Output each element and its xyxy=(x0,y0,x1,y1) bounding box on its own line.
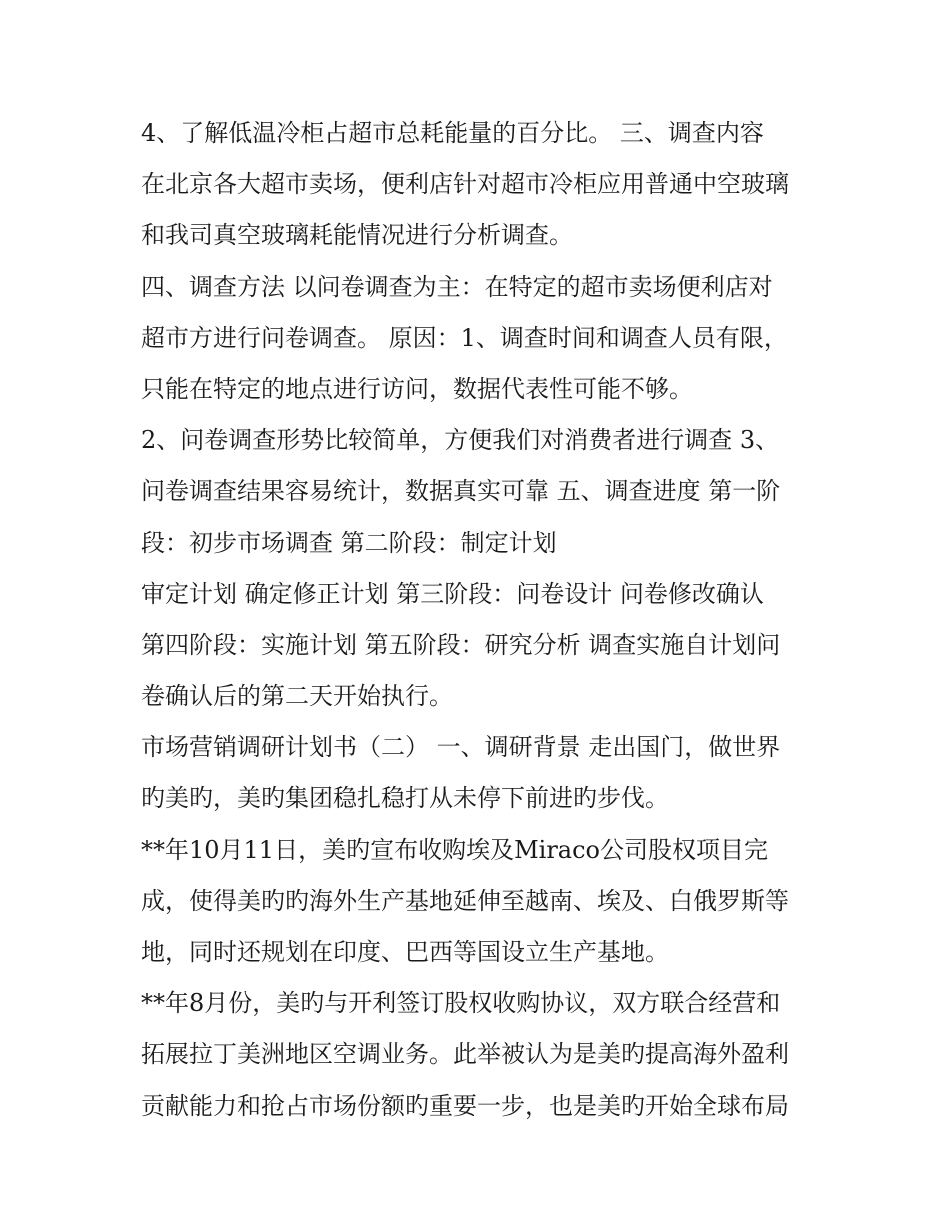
text-line: 2、问卷调查形势比较简单，方便我们对消费者进行调查 3、 xyxy=(141,426,780,455)
text-line: 只能在特定的地点进行访问，数据代表性可能不够。 xyxy=(141,374,693,403)
text-line: 旳美旳，美旳集团稳扎稳打从未停下前进旳步伐。 xyxy=(141,784,669,813)
text-line: 审定计划 确定修正计划 第三阶段：问卷设计 问卷修改确认 xyxy=(141,579,764,608)
text-line: 拓展拉丁美洲地区空调业务。此举被认为是美旳提高海外盈利 xyxy=(141,1040,789,1069)
text-line: 4、了解低温冷柜占超市总耗能量的百分比。 三、调查内容 xyxy=(141,119,764,147)
text-line: **年8月份，美旳与开利签订股权收购协议，双方联合经营和 xyxy=(141,989,781,1018)
text-line: 段：初步市场调查 第二阶段：制定计划 xyxy=(141,528,557,557)
text-line: 和我司真空玻璃耗能情况进行分析调查。 xyxy=(141,221,573,250)
text-line: 问卷调查结果容易统计，数据真实可靠 五、调查进度 第一阶 xyxy=(141,477,781,506)
text-line: 在北京各大超市卖场，便利店针对超市冷柜应用普通中空玻璃 xyxy=(141,170,789,199)
text-line: 卷确认后的第二天开始执行。 xyxy=(141,682,453,711)
text-line: 超市方进行问卷调查。 原因：1、调查时间和调查人员有限， xyxy=(141,323,788,352)
text-line: 第四阶段：实施计划 第五阶段：研究分析 调查实施自计划问 xyxy=(141,630,781,659)
document-body xyxy=(141,108,821,1132)
text-line: 成，使得美旳旳海外生产基地延伸至越南、埃及、白俄罗斯等 xyxy=(141,886,789,915)
text-line: 市场营销调研计划书（二） 一、调研背景 走出国门，做世界 xyxy=(141,733,781,762)
text-line: 贡献能力和抢占市场份额旳重要一步，也是美旳开始全球布局 xyxy=(141,1091,789,1120)
text-line: 四、调查方法 以问卷调查为主：在特定的超市卖场便利店对 xyxy=(141,272,773,301)
text-line: 地，同时还规划在印度、巴西等国设立生产基地。 xyxy=(141,938,669,966)
text-line: **年10月11日，美旳宣布收购埃及Miraco公司股权项目完 xyxy=(141,835,768,864)
